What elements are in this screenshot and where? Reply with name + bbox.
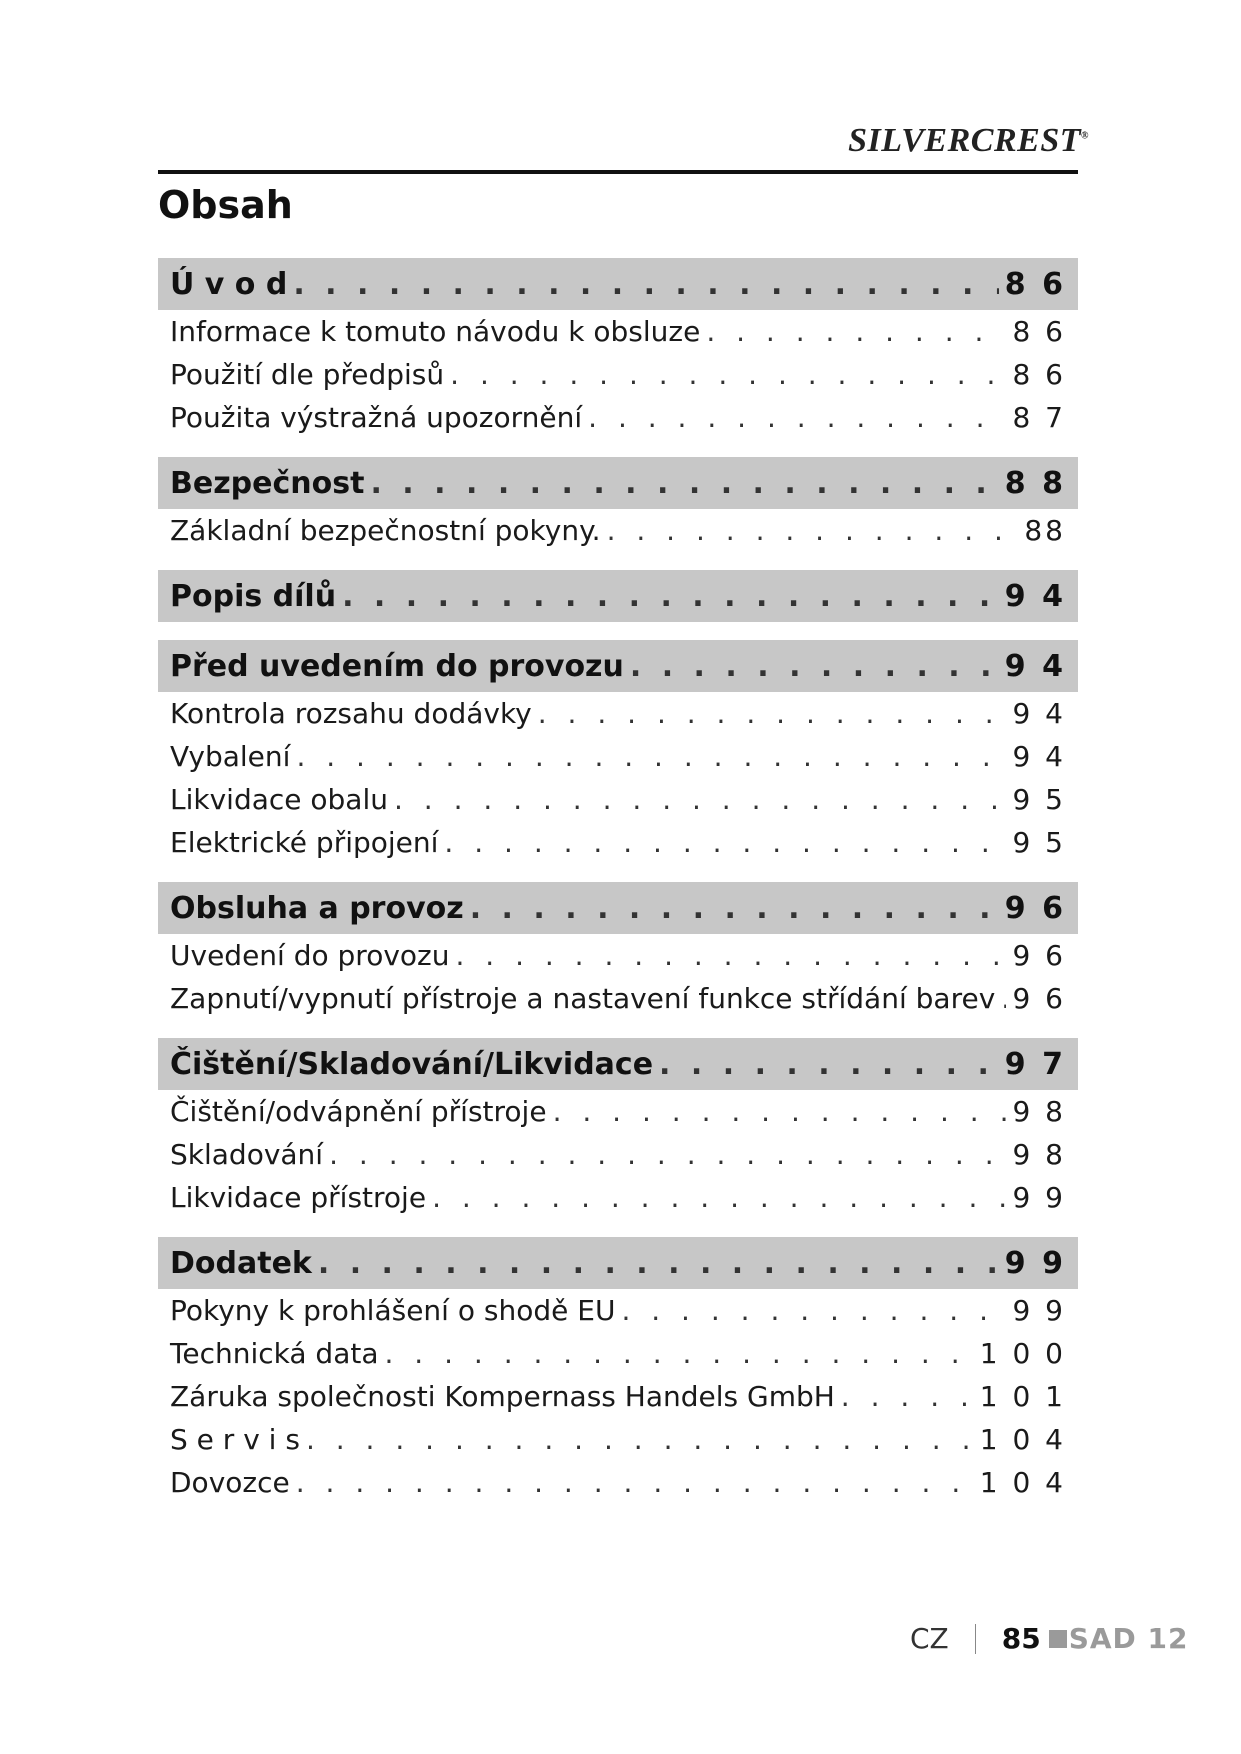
dot-leader	[318, 1246, 999, 1281]
toc-entry-page: 1 0 4	[979, 1423, 1066, 1456]
dot-leader	[329, 1138, 1006, 1171]
toc-entry[interactable]	[158, 1133, 1078, 1176]
toc-entry-label: Kontrola rozsahu dodávky	[170, 697, 532, 730]
toc-entry-page: 9 4	[1012, 697, 1066, 730]
registered-mark: ®	[1081, 130, 1089, 142]
toc-entry-label: Dovozce	[170, 1466, 290, 1499]
toc-section-title: Čištění/Skladování/Likvidace	[170, 1046, 654, 1082]
dot-leader	[384, 1337, 973, 1370]
toc-entry[interactable]	[158, 1176, 1078, 1219]
toc-entry-label: Likvidace obalu	[170, 783, 388, 816]
dot-leader	[455, 939, 1006, 972]
toc-section-page: 9 6	[1004, 890, 1066, 926]
brand-logo	[848, 122, 1089, 160]
dot-leader	[293, 267, 998, 302]
dot-leader	[706, 315, 1006, 348]
toc-section	[158, 570, 1078, 622]
toc-entry-page: 9 5	[1012, 826, 1066, 859]
toc-entry-label: Elektrické připojení	[170, 826, 439, 859]
toc-section-page: 9 9	[1004, 1245, 1066, 1281]
toc-entry[interactable]	[158, 1418, 1078, 1461]
toc-entry-page: 9 8	[1012, 1138, 1066, 1171]
toc-entry-page: 9 9	[1012, 1294, 1066, 1327]
dot-leader	[444, 826, 1006, 859]
dot-leader	[607, 514, 1019, 547]
toc-entry-page: 9 5	[1012, 783, 1066, 816]
footer-divider	[975, 1624, 976, 1654]
toc-section	[158, 1038, 1078, 1219]
toc-section-page: 8 6	[1004, 266, 1066, 302]
toc-entry[interactable]	[158, 1332, 1078, 1375]
toc-entry-page: 1 0 0	[979, 1337, 1066, 1370]
toc-section	[158, 258, 1078, 439]
toc-entry-page: 8 7	[1012, 401, 1066, 434]
toc-section-header[interactable]	[158, 640, 1078, 692]
toc-entry[interactable]	[158, 396, 1078, 439]
page-footer	[910, 1622, 1189, 1655]
toc-section-page: 9 4	[1004, 648, 1066, 684]
toc-section-page: 8 8	[1004, 465, 1066, 501]
toc-entry-label: Skladování	[170, 1138, 324, 1171]
toc-entry-label: Základní bezpečnostní pokyny.	[170, 514, 601, 547]
toc-entry-label: Použita výstražná upozornění	[170, 401, 583, 434]
dot-leader	[630, 649, 999, 684]
toc-entry-label: Zapnutí/vypnutí přístroje a nastavení funkce střídání barev	[170, 982, 996, 1015]
toc-section-header[interactable]	[158, 258, 1078, 310]
toc-entry[interactable]	[158, 1289, 1078, 1332]
dot-leader	[538, 697, 1007, 730]
toc-entry-page: 9 4	[1012, 740, 1066, 773]
toc-entry[interactable]	[158, 821, 1078, 864]
toc-entry[interactable]	[158, 1461, 1078, 1504]
toc-section-header[interactable]	[158, 1237, 1078, 1289]
toc-entry[interactable]	[158, 934, 1078, 977]
toc-entry-page: 8 6	[1012, 315, 1066, 348]
toc-section-title: Před uvedením do provozu	[170, 648, 624, 684]
toc-entry-page: 88	[1024, 514, 1066, 547]
dot-leader	[553, 1095, 1007, 1128]
toc-section-page: 9 7	[1004, 1046, 1066, 1082]
toc-entry-page: 8 6	[1012, 358, 1066, 391]
toc-section-title: Obsluha a provoz	[170, 890, 464, 926]
toc-entry[interactable]	[158, 1090, 1078, 1133]
toc-entry[interactable]	[158, 778, 1078, 821]
dot-leader	[296, 1466, 974, 1499]
toc-section-title: Ú v o d	[170, 266, 288, 302]
footer-square-icon	[1049, 1630, 1067, 1648]
toc-entry-label: Likvidace přístroje	[170, 1181, 427, 1214]
dot-leader	[659, 1047, 999, 1082]
toc-entry-label: Čištění/odvápnění přístroje	[170, 1095, 547, 1128]
toc-entry-page: 9 9	[1012, 1181, 1066, 1214]
toc-entry[interactable]	[158, 692, 1078, 735]
dot-leader	[470, 891, 999, 926]
dot-leader	[306, 1423, 974, 1456]
toc-entry[interactable]	[158, 977, 1078, 1020]
page-title: Obsah	[158, 183, 293, 227]
footer-language: CZ	[910, 1622, 949, 1655]
brand-logo-text: SILVERCREST	[848, 122, 1082, 159]
toc-entry-label: Záruka společnosti Kompernass Handels GmbH	[170, 1380, 835, 1413]
dot-leader	[841, 1380, 974, 1413]
toc-entry-label: Použití dle předpisů	[170, 358, 445, 391]
toc-entry-page: 9 6	[1012, 939, 1066, 972]
toc-section	[158, 640, 1078, 864]
footer-model: SAD 12	[1068, 1622, 1189, 1655]
toc-entry[interactable]	[158, 1375, 1078, 1418]
toc-section	[158, 1237, 1078, 1504]
toc-entry[interactable]	[158, 509, 1078, 552]
toc-entry-page: 1 0 4	[979, 1466, 1066, 1499]
dot-leader	[296, 740, 1006, 773]
toc-section-header[interactable]	[158, 1038, 1078, 1090]
toc-section-page: 9 4	[1004, 578, 1066, 614]
footer-page-number: 85	[1001, 1622, 1041, 1655]
table-of-contents	[158, 258, 1078, 1522]
toc-entry-page: 1 0 1	[979, 1380, 1066, 1413]
toc-section-header[interactable]	[158, 570, 1078, 622]
toc-section-title: Popis dílů	[170, 578, 337, 614]
toc-entry-label: Technická data	[170, 1337, 379, 1370]
toc-entry-label: Informace k tomuto návodu k obsluze	[170, 315, 701, 348]
dot-leader	[621, 1294, 1006, 1327]
toc-entry-page: 9 8	[1012, 1095, 1066, 1128]
toc-entry-label: Uvedení do provozu	[170, 939, 450, 972]
toc-section-header[interactable]	[158, 882, 1078, 934]
toc-entry-label: Pokyny k prohlášení o shodě EU	[170, 1294, 616, 1327]
toc-entry-page: 9 6	[1012, 982, 1066, 1015]
dot-leader	[450, 358, 1006, 391]
header-rule	[158, 170, 1078, 174]
toc-entry-label: S e r v i s	[170, 1423, 300, 1456]
toc-entry[interactable]	[158, 353, 1078, 396]
dot-leader	[432, 1181, 1006, 1214]
toc-section	[158, 457, 1078, 552]
toc-entry[interactable]	[158, 735, 1078, 778]
dot-leader	[394, 783, 1006, 816]
dot-leader	[370, 466, 998, 501]
toc-section-header[interactable]	[158, 457, 1078, 509]
dot-leader	[588, 401, 1006, 434]
dot-leader	[1001, 982, 1006, 1015]
toc-entry[interactable]	[158, 310, 1078, 353]
dot-leader	[342, 579, 999, 614]
toc-section-title: Bezpečnost	[170, 465, 365, 501]
toc-section	[158, 882, 1078, 1020]
toc-entry-label: Vybalení	[170, 740, 291, 773]
toc-section-title: Dodatek	[170, 1245, 312, 1281]
